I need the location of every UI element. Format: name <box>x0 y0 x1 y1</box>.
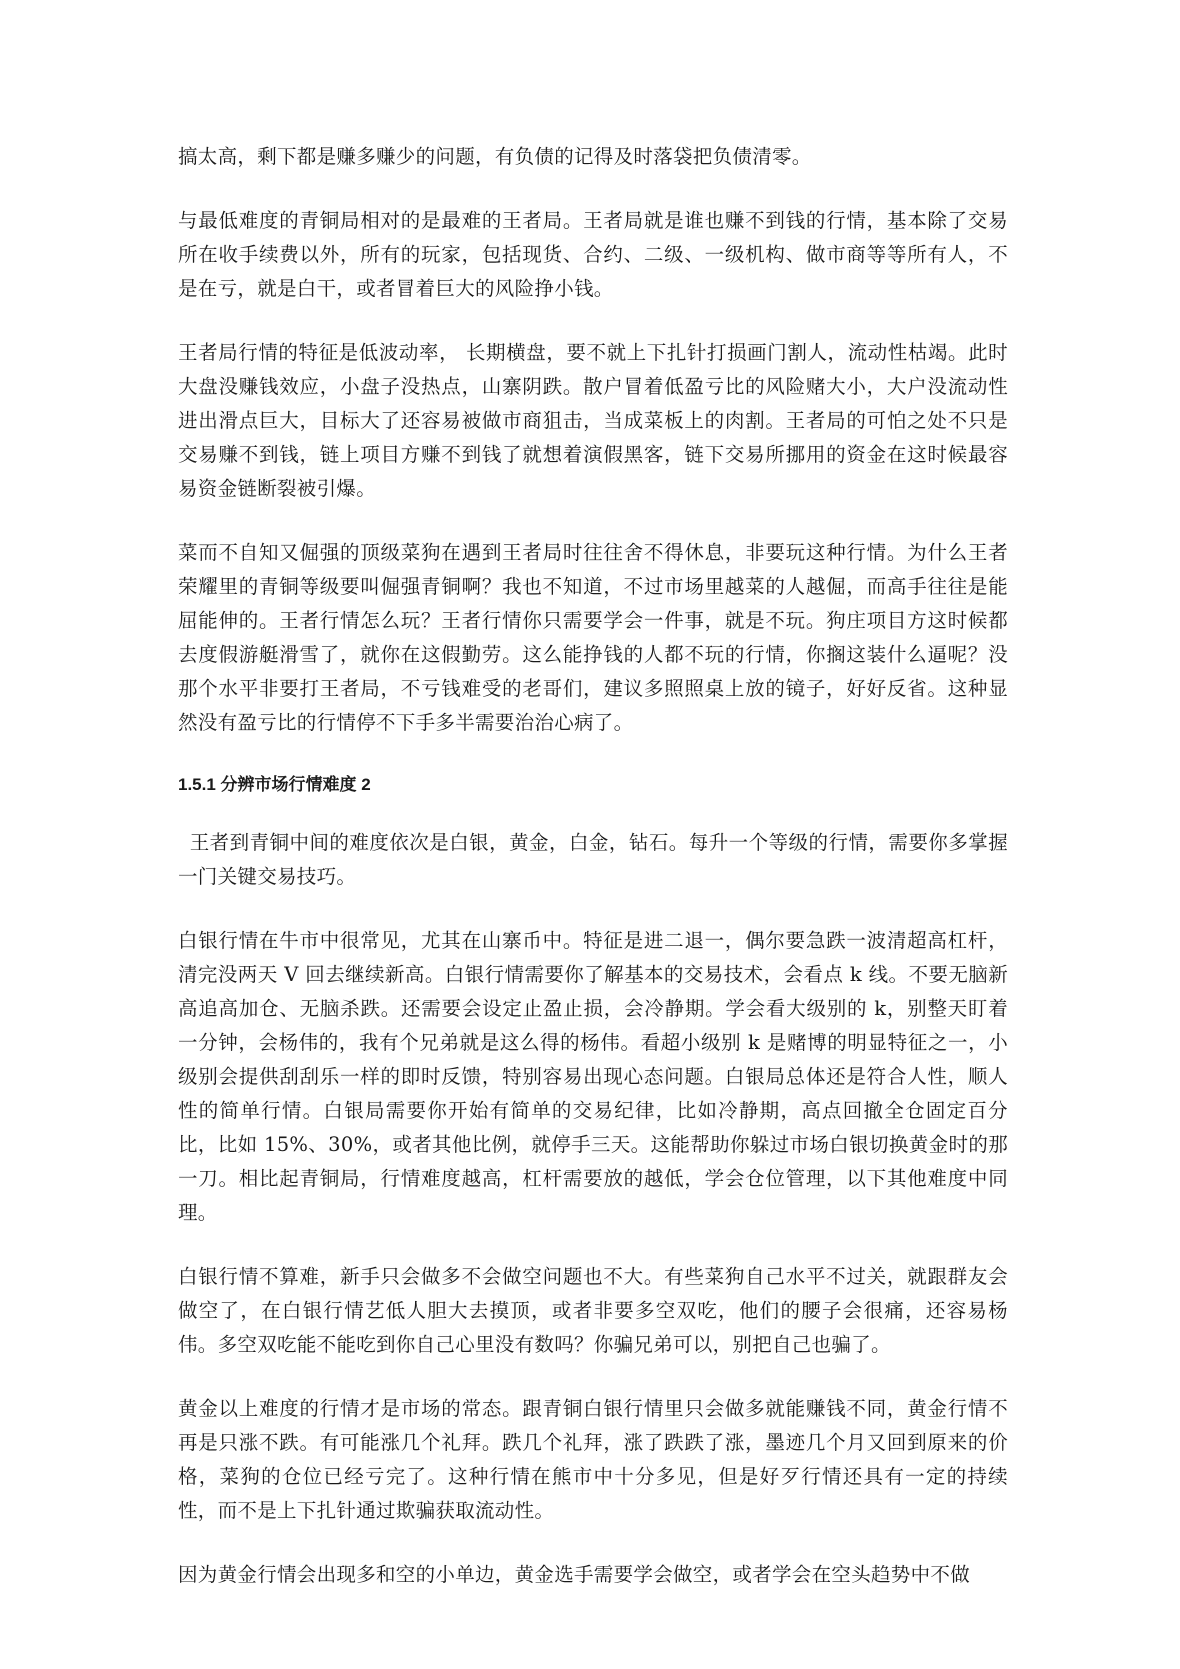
paragraph: 搞太高，剩下都是赚多赚少的问题，有负债的记得及时落袋把负债清零。 <box>178 145 812 168</box>
paragraph: 白银行情不算难，新手只会做多不会做空问题也不大。有些菜狗自己水平不过关，就跟群友会做空了，在白银行情艺低人胆大去摸顶，或者非要多空双吃，他们的腰子会很痛，还容易杨伟。多空双吃能不能吃到你自己心里没有数吗？你骗兄弟可以，别把自己也骗了。 <box>178 1265 1008 1356</box>
paragraph: 白银行情在牛市中很常见，尤其在山寨币中。特征是进二退一，偶尔要急跌一波清超高杠杆，清完没两天 V 回去继续新高。白银行情需要你了解基本的交易技术，会看点 k 线。不要无脑新高追高加仓、无脑杀跌。还需要会设定止盈止损，会冷静期。学会看大级别的 k，别整天盯着一分钟，会杨伟的，我有个兄弟就是这么得的杨伟。看超小级别 k 是赌博的明显特征之一，小级别会提供刮刮乐一样的即时反馈，特别容易出现心态问题。白银局总体还是符合人性，顺人性的简单行情。白银局需要你开始有简单的交易纪律，比如冷静期，高点回撤全仓固定百分比，比如 15%、30%，或者其他比例，就停手三天。这能帮助你躲过市场白银切换黄金时的那一刀。相比起青铜局，行情难度越高，杠杆需要放的越低，学会仓位管理，以下其他难度中同理。 <box>178 929 1008 1224</box>
paragraph: 王者到青铜中间的难度依次是白银，黄金，白金，钻石。每升一个等级的行情，需要你多掌握一门关键交易技巧。 <box>178 831 1008 888</box>
paragraph: 黄金以上难度的行情才是市场的常态。跟青铜白银行情里只会做多就能赚钱不同，黄金行情不再是只涨不跌。有可能涨几个礼拜。跌几个礼拜，涨了跌跌了涨，墨迹几个月又回到原来的价格，菜狗的仓位已经亏完了。这种行情在熊市中十分多见，但是好歹行情还具有一定的持续性，而不是上下扎针通过欺骗获取流动性。 <box>178 1397 1008 1522</box>
paragraph: 因为黄金行情会出现多和空的小单边，黄金选手需要学会做空，或者学会在空头趋势中不做 <box>178 1563 971 1586</box>
document-page <box>178 140 1008 1622</box>
paragraph: 菜而不自知又倔强的顶级菜狗在遇到王者局时往往舍不得休息，非要玩这种行情。为什么王者荣耀里的青铜等级要叫倔强青铜啊？我也不知道，不过市场里越菜的人越倔，而高手往往是能屈能伸的。王者行情怎么玩？王者行情你只需要学会一件事，就是不玩。狗庄项目方这时候都去度假游艇滑雪了，就你在这假勤劳。这么能挣钱的人都不玩的行情，你搁这装什么逼呢？没那个水平非要打王者局，不亏钱难受的老哥们，建议多照照桌上放的镜子，好好反省。这种显然没有盈亏比的行情停不下手多半需要治治心病了。 <box>178 541 1008 734</box>
section-heading: 1.5.1 分辨市场行情难度 2 <box>178 775 371 794</box>
paragraph: 王者局行情的特征是低波动率， 长期横盘，要不就上下扎针打损画门割人，流动性枯竭。此时大盘没赚钱效应，小盘子没热点，山寨阴跌。散户冒着低盈亏比的风险赌大小，大户没流动性进出滑点巨大，目标大了还容易被做市商狙击，当成菜板上的肉割。王者局的可怕之处不只是交易赚不到钱，链上项目方赚不到钱了就想着演假黑客，链下交易所挪用的资金在这时候最容易资金链断裂被引爆。 <box>178 341 1008 500</box>
paragraph: 与最低难度的青铜局相对的是最难的王者局。王者局就是谁也赚不到钱的行情，基本除了交易所在收手续费以外，所有的玩家，包括现货、合约、二级、一级机构、做市商等等所有人，不是在亏，就是白干，或者冒着巨大的风险挣小钱。 <box>178 209 1008 300</box>
